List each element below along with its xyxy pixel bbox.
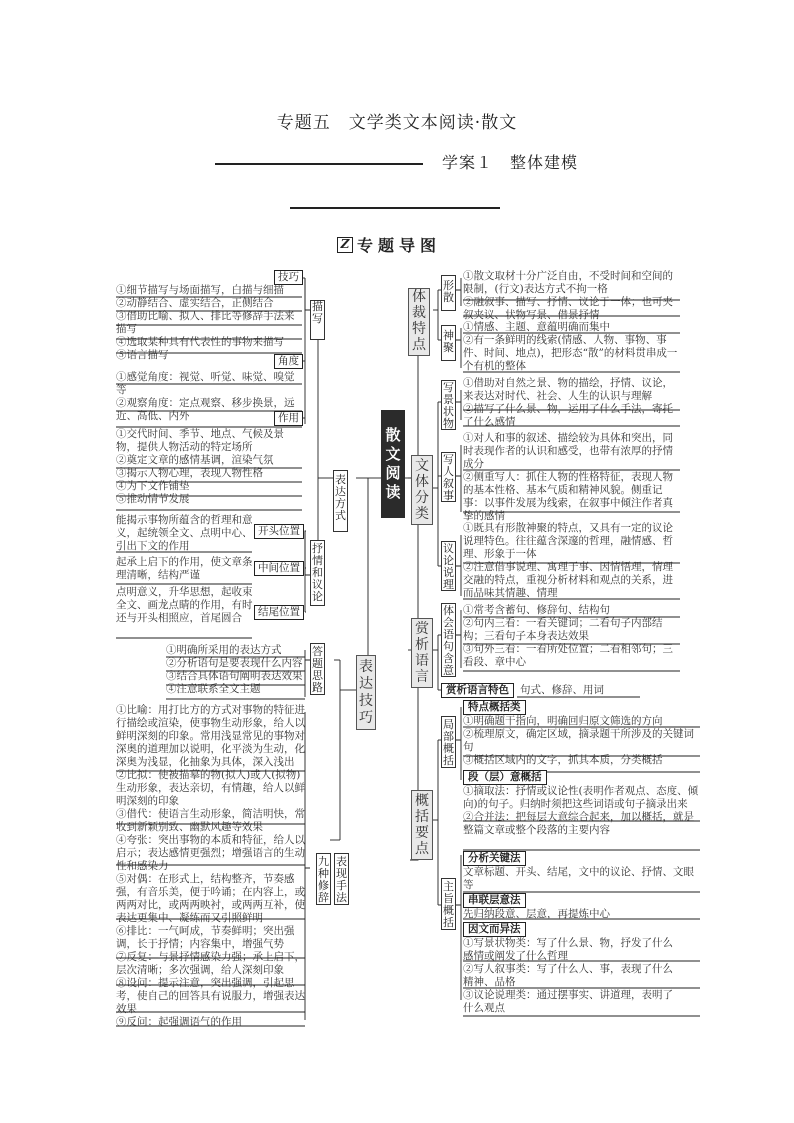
list-item: ②奠定文章的感情基调，渲染气氛 <box>116 454 274 466</box>
list-item: ③借代：使语言生动形象，简洁明快，常收到新颖别致、幽默风趣等效果 <box>116 808 305 833</box>
list-item: ①明确题干指向，明确回归原文筛选的方向 <box>463 715 663 727</box>
ticai-node: 体裁特点 <box>408 288 430 356</box>
list-item: ④为下文作铺垫 <box>116 480 190 492</box>
kaitou-text: 能揭示事物所蕴含的哲理和意义，起统领全文、点明中心、引出下文的作用 <box>116 514 253 552</box>
list-item: ⑤语言描写 <box>116 349 169 361</box>
list-item: ①比喻：用打比方的方式对事物的特征进行描绘或渲染，使事物生动形象，给人以鲜明深刻的印象。常用浅显常见的事物对深奥的道理加以说明，化平淡为生动，化深奥为浅显，化抽象为具体，深入浅出 <box>116 704 305 768</box>
jiaodu-tag: 角度 <box>274 354 303 369</box>
zhongjian-text: 起承上启下的作用，使文章条理清晰，结构严谨 <box>116 556 253 581</box>
list-item: ②注意借事说理、寓理于事、因情悟理，情理交融的特点，重视分析材料和观点的关系，进而品味其情趣、情理 <box>463 561 673 599</box>
chuanlian-text: 先归纳段意、层意，再提炼中心 <box>463 908 610 920</box>
z-logo-icon: Z <box>337 237 353 253</box>
tedian-tag: 特点概括类 <box>463 700 526 715</box>
zuoyong-list <box>116 428 304 506</box>
list-item: ③议论说理类：通过摆事实、讲道理，表明了什么观点 <box>463 989 673 1014</box>
zuoyong-tag: 作用 <box>274 411 303 426</box>
xiejing-tag: 写景状物 <box>443 381 454 430</box>
xingsan-tag: 形散 <box>441 275 456 311</box>
xiuci-node: 九种修辞 <box>318 855 329 904</box>
kaitou-tag: 开头位置 <box>254 524 304 539</box>
tihui-list <box>463 604 681 669</box>
xingsan-list <box>463 270 681 322</box>
shuqing-node: 抒情和议论 <box>310 540 325 606</box>
list-item: ②写人叙事类：写了什么人、事，表现了什么精神、品格 <box>463 963 673 988</box>
miaoxie-node: 描写 <box>310 300 325 340</box>
tihui-tag: 体会语句含意 <box>443 604 454 677</box>
zhongjian-tag: 中间位置 <box>254 561 304 576</box>
list-item: ②观察角度：定点观察、移步换景，远近、高低、内外 <box>116 397 295 422</box>
tese-text: 句式、修辞、用词 <box>520 684 604 696</box>
xiejing-list <box>463 377 681 429</box>
xieren-tag: 写人叙事 <box>443 453 454 502</box>
jiewei-tag: 结尾位置 <box>254 605 304 620</box>
biaodajiqiao-node: 表达技巧 <box>356 655 376 730</box>
list-item: ②比拟：使被描摹的物(拟人)或人(拟物)生动形象，表达亲切，有情趣，给人以鲜明深刻的印象 <box>116 769 305 807</box>
chuanlian-tag: 串联层意法 <box>463 893 526 908</box>
list-item: ①情感、主题、意蕴明确而集中 <box>463 321 610 333</box>
yilun-list <box>463 522 681 600</box>
list-item: ⑤推动情节发展 <box>116 493 190 505</box>
biaoxian-node: 表现手法 <box>336 855 347 904</box>
list-item: ①常考含蓄句、修辞句、结构句 <box>463 604 610 616</box>
tedian-list <box>463 715 701 767</box>
list-item: ④选取某种具有代表性的事物来描写 <box>116 336 284 348</box>
list-item: ①感觉角度：视觉、听觉、味觉、嗅觉等 <box>116 371 295 396</box>
jiewei-text: 点明意义，升华思想，起收束全文、画龙点睛的作用，有时还与开头相照应，首尾圆合 <box>116 586 253 624</box>
list-item: ⑨反问：起强调语气的作用 <box>116 1016 242 1028</box>
wenti-node: 文体分类 <box>411 455 433 525</box>
list-item: ①散文取材十分广泛自由，不受时间和空间的限制，(行文)表达方式不拘一格 <box>463 270 673 295</box>
section-banner <box>337 233 441 256</box>
yinwen-tag: 因文而异法 <box>463 922 526 937</box>
list-item: ①交代时间、季节、地点、气候及景物，提供人物活动的特定场所 <box>116 428 284 453</box>
jubu-tag: 局部概括 <box>443 718 454 767</box>
list-item: ③揭示人物心理，表现人物性格 <box>116 467 263 479</box>
yilun-tag: 议论说理 <box>443 542 454 591</box>
list-item: ②融叙事、描写、抒情、议论于一体；也可夹叙夹议、状物写景、借景抒情 <box>463 296 673 321</box>
list-item: ③借助比喻、拟人、排比等修辞手法来描写 <box>116 310 295 335</box>
list-item: ④夸张：突出事物的本质和特征，给人以启示；表达感情更强烈；增强语言的生动性和感染力 <box>116 834 305 872</box>
xiuci-list <box>116 704 306 1029</box>
list-item: ②梳理原文，确定区域，摘录题干所涉及的关键词句 <box>463 728 694 753</box>
list-item: ⑧设问：提示注意，突出强调，引起思考，使自己的回答具有说服力，增强表达效果 <box>116 977 305 1015</box>
gaikuo-node: 概括要点 <box>411 790 433 860</box>
duan-tag: 段（层）意概括 <box>463 770 547 785</box>
page-subtitle: 学案１ 整体建模 <box>442 153 579 172</box>
biaodafangshi-node: 表达方式 <box>333 470 348 532</box>
list-item: ⑥排比：一气呵成，节奏鲜明；突出强调，长于抒情；内容集中，增强气势 <box>116 925 295 950</box>
shenju-list <box>463 321 681 373</box>
banner-text: 专题导图 <box>357 236 442 255</box>
list-item: ①既具有形散神聚的特点，又具有一定的议论说理特色。往往蕴含深邃的哲理，融情感、哲理、形象于一体 <box>463 522 673 560</box>
list-item: ①明确所采用的表达方式 <box>166 644 282 656</box>
xieren-list <box>463 432 681 523</box>
yinwen-list <box>463 937 681 1015</box>
list-item: ①细节描写与场面描写，白描与细描 <box>116 284 284 296</box>
zhuzhi-tag: 主旨概括 <box>443 880 454 929</box>
central-node: 散文阅读 <box>381 410 405 518</box>
page-title: 专题五 文学类文本阅读·散文 <box>276 113 518 133</box>
list-item: ①借助对自然之景、物的描绘，抒情、议论，来表达对时代、社会、人生的认识与理解 <box>463 377 673 402</box>
dati-node: 答题思路 <box>312 645 323 694</box>
list-item: ①摘取法：抒情或议论性(表明作者观点、态度、倾向)的句子。归纳时须把这些词语或句子摘录出来 <box>463 785 699 810</box>
list-item: ①写景状物类：写了什么景、物，抒发了什么感情或阐发了什么哲理 <box>463 937 673 962</box>
list-item: ②侧重写人：抓住人物的性格特征，表现人物的基本性格、基本气质和精神风貌。侧重记事：以事件发展为线索，在叙事中倾注作者真挚的感情 <box>463 471 673 522</box>
list-item: ②句内三看：一看关键词；二看句子内部结构；三看句子本身表达效果 <box>463 617 663 642</box>
list-item: ②合并法：把每层大意综合起来，加以概括，就是整篇文章或整个段落的主要内容 <box>463 811 694 836</box>
dati-list <box>166 644 308 696</box>
jiqiao-tag: 技巧 <box>274 270 303 285</box>
fenxi-tag: 分析关键法 <box>463 851 526 866</box>
list-item: ②分析语句是要表现什么内容 <box>166 657 303 669</box>
fenxi-text: 文章标题、开头、结尾，文中的议论、抒情、文眼等 <box>463 866 694 891</box>
list-item: ④注意联系全文主题 <box>166 683 261 695</box>
list-item: ③结合具体语句阐明表达效果 <box>166 670 303 682</box>
shenju-tag: 神聚 <box>441 325 456 361</box>
list-item: ③概括区域内的文字，抓其本质，分类概括 <box>463 754 663 766</box>
banner-divider-line <box>290 207 500 209</box>
title-divider-line <box>215 163 423 165</box>
list-item: ②描写了什么景、物，运用了什么手法，寄托了什么感情 <box>463 403 673 428</box>
list-item: ①对人和事的叙述、描绘较为具体和突出，同时表现作者的认识和感受，也带有浓厚的抒情成分 <box>463 432 673 470</box>
list-item: ⑦反复：与景抒情感染力强；承上启下，层次清晰；多次强调，给人深刻印象 <box>116 951 305 976</box>
list-item: ②动静结合、虚实结合，正侧结合 <box>116 297 274 309</box>
duan-list <box>463 785 701 837</box>
list-item: ⑤对偶：在形式上，结构整齐，节奏感强，有音乐美，便于吟诵；在内容上，或两两对比，或两两映衬，或两两互补，使表达更集中、凝练而又引照鲜明 <box>116 873 305 924</box>
tese-tag: 赏析语言特色 <box>441 683 514 698</box>
list-item: ③句外三看：一看所处位置；二看相邻句；三看段、章中心 <box>463 643 673 668</box>
list-item: ②有一条鲜明的线索(情感、人物、事物、事件、时间、地点)，把形态“散”的材料贯串成一个有机的整体 <box>463 334 678 372</box>
shangxi-node: 赏析语言 <box>411 618 433 688</box>
jiqiao-list <box>116 284 304 362</box>
